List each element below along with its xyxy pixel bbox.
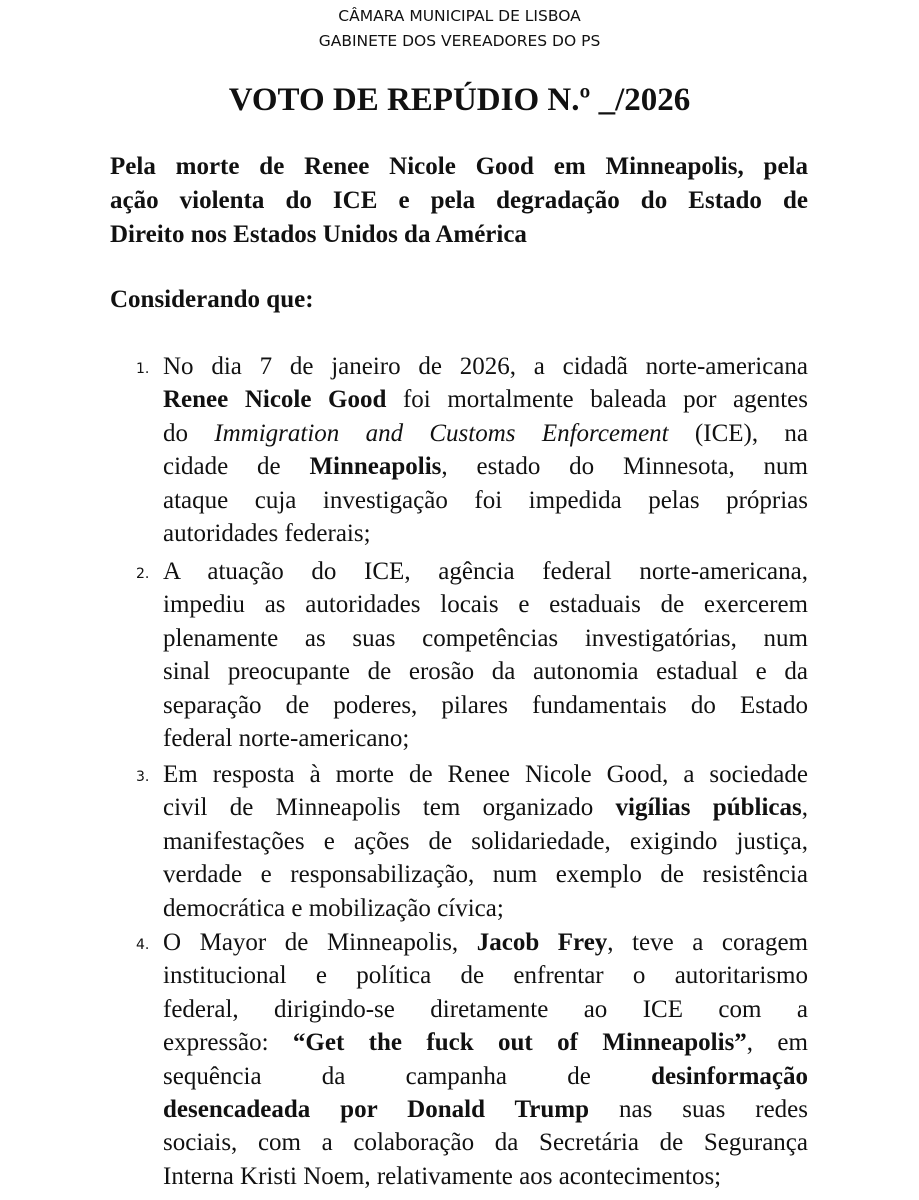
- text-line: Em resposta à morte de Renee Nicole Good, a sociedade: [163, 761, 808, 788]
- document-title: VOTO DE REPÚDIO N.º _/2026: [228, 82, 691, 118]
- text-segment: nas suas redes: [589, 1095, 808, 1123]
- text-line: separação de poderes, pilares fundamentais do Estado: [163, 691, 808, 719]
- bold-place: Minneapolis: [309, 453, 442, 481]
- italic-term: Immigration and Customs Enforcement: [214, 419, 669, 447]
- text-segment: , teve a coragem: [607, 929, 808, 956]
- list-item-number: 3.: [136, 769, 150, 785]
- letterhead-line-1: CÂMARA MUNICIPAL DE LISBOA: [338, 7, 581, 25]
- subject-line-2: ação violenta do ICE e pela degradação do Estado de: [110, 187, 808, 214]
- considerando-heading: Considerando que:: [110, 286, 314, 313]
- text-segment: sequência da campanha de: [163, 1062, 652, 1090]
- list-item-text: [163, 555, 808, 755]
- subject-line-1: Pela morte de Renee Nicole Good em Minneapolis, pela: [110, 153, 808, 180]
- list-item-number: 1.: [136, 361, 150, 377]
- text-segment: foi mortalmente baleada por agentes: [386, 386, 809, 414]
- text-line: sociais, com a colaboração da Secretária de Segurança: [163, 1129, 808, 1157]
- text-line: manifestações e ações de solidariedade, exigindo justiça,: [163, 827, 808, 855]
- bold-name: Renee Nicole Good: [163, 386, 387, 414]
- list-item-number: 2.: [136, 566, 150, 582]
- text-segment: do: [163, 419, 215, 447]
- bold-phrase: desencadeada por Donald Trump: [163, 1095, 590, 1123]
- text-line: [163, 926, 808, 959]
- document-subject: [110, 150, 808, 252]
- text-line: [163, 1026, 808, 1059]
- text-line: plenamente as suas competências investigatórias, num: [163, 624, 808, 652]
- text-line: institucional e política de enfrentar o autoritarismo: [163, 962, 808, 990]
- text-line: [163, 1060, 808, 1093]
- text-line: federal norte-americano;: [163, 724, 410, 752]
- text-line: A atuação do ICE, agência federal norte-americana,: [163, 558, 808, 585]
- letterhead: [0, 4, 919, 54]
- text-line: ataque cuja investigação foi impedida pelas próprias: [163, 486, 808, 514]
- text-line: [163, 791, 808, 824]
- text-line: democrática e mobilização cívica;: [163, 894, 504, 922]
- text-line: [163, 1093, 808, 1126]
- text-segment: expressão:: [163, 1029, 293, 1057]
- text-line: impediu as autoridades locais e estaduais de exercerem: [163, 591, 808, 619]
- text-line: No dia 7 de janeiro de 2026, a cidadã norte-americana: [163, 353, 808, 380]
- text-line: verdade e responsabilização, num exemplo de resistência: [163, 861, 808, 889]
- text-line: [163, 450, 808, 483]
- text-line: autoridades federais;: [163, 519, 371, 547]
- text-segment: cidade de: [163, 453, 310, 481]
- bold-quote: “Get the fuck out of Minneapolis”: [292, 1029, 747, 1057]
- text-line: [163, 417, 808, 450]
- text-line: sinal preocupante de erosão da autonomia estadual e da: [163, 658, 808, 686]
- bold-name: Jacob Frey: [476, 929, 608, 956]
- text-segment: (ICE), na: [668, 419, 808, 447]
- text-segment: , em: [746, 1029, 808, 1057]
- text-segment: ,: [801, 794, 808, 822]
- letterhead-line-2: GABINETE DOS VEREADORES DO PS: [318, 32, 601, 50]
- text-line: Interna Kristi Noem, relativamente aos acontecimentos;: [163, 1162, 722, 1190]
- subject-line-3: Direito nos Estados Unidos da América: [110, 221, 527, 248]
- list-item-text: [163, 758, 808, 925]
- list-item-text: [163, 926, 808, 1193]
- bold-phrase: vigílias públicas: [615, 794, 802, 822]
- text-segment: , estado do Minnesota, num: [441, 453, 808, 481]
- list-item-text: [163, 350, 808, 550]
- list-item-number: 4.: [136, 937, 150, 953]
- text-line: federal, dirigindo-se diretamente ao ICE com a: [163, 995, 808, 1023]
- bold-phrase: desinformação: [651, 1062, 808, 1090]
- text-segment: O Mayor de Minneapolis,: [163, 929, 477, 956]
- text-line: [163, 383, 808, 416]
- text-segment: civil de Minneapolis tem organizado: [163, 794, 616, 822]
